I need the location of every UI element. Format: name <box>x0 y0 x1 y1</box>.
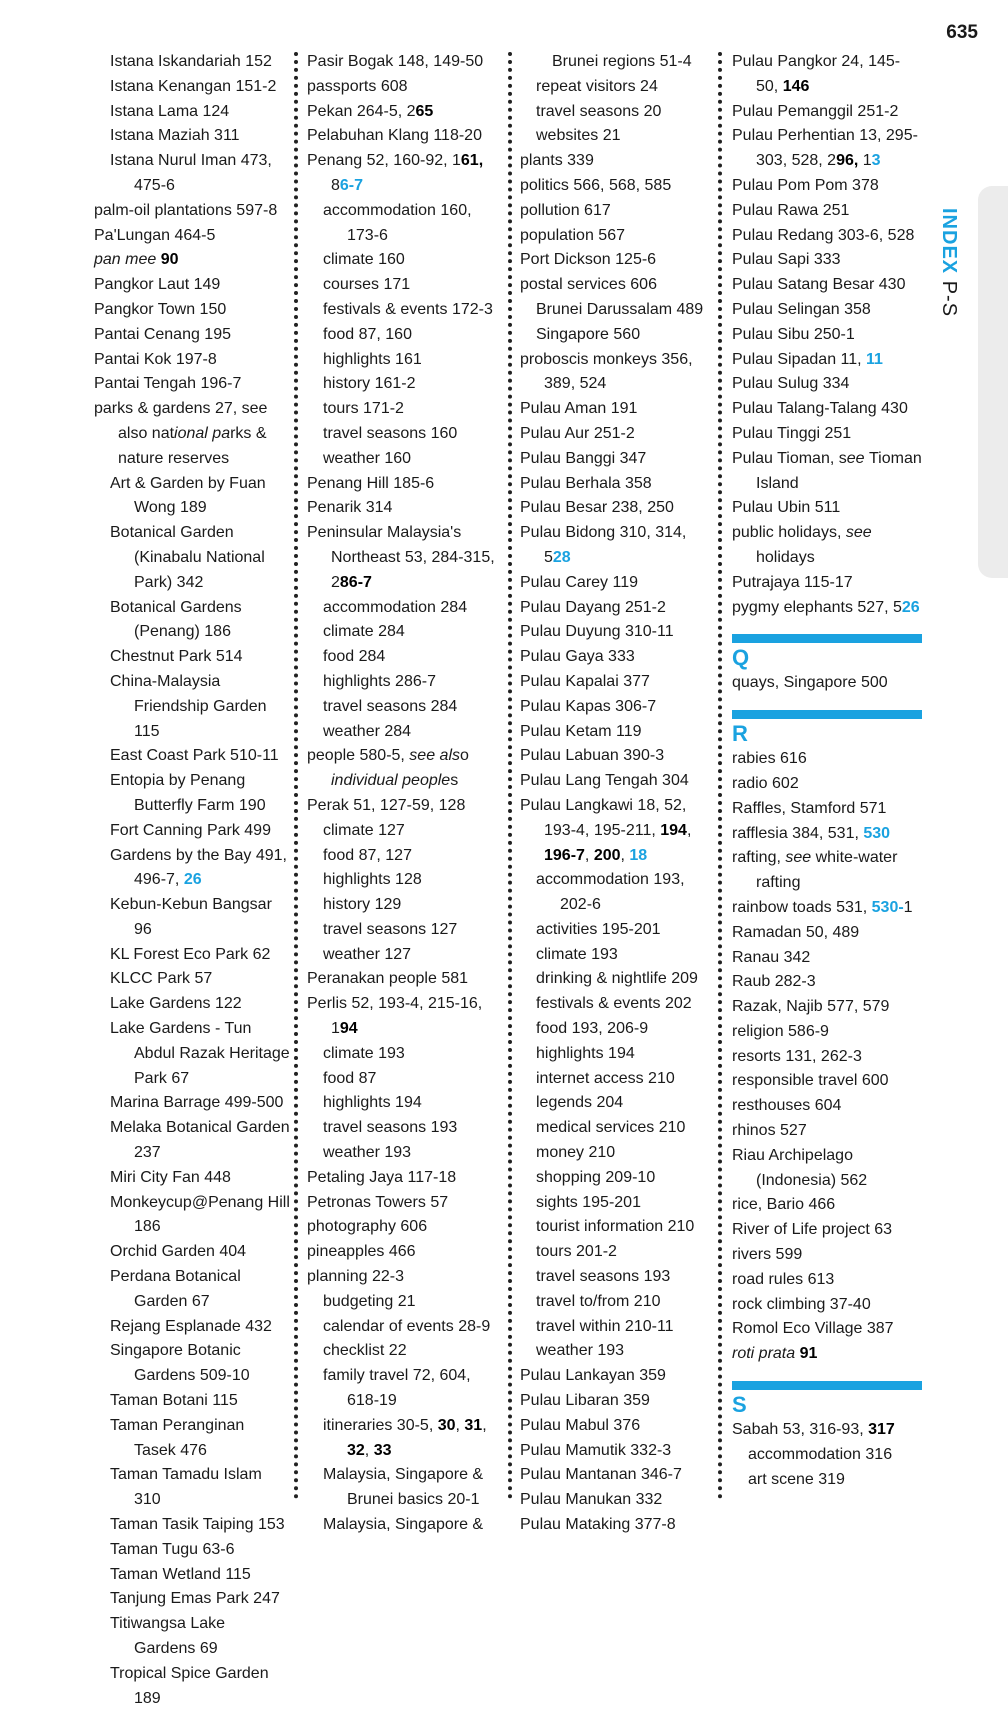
index-entry: Ranau 342 <box>732 948 811 966</box>
index-subentry: Istana Lama 124 <box>110 102 230 120</box>
index-subentry: travel seasons 193 <box>536 1268 671 1286</box>
index-entry: politics 566, 568, 585 <box>520 176 672 194</box>
index-subentry: travel seasons 284 <box>323 697 458 715</box>
index-subentry: travel seasons 127 <box>323 920 458 938</box>
index-subentry: highlights 286-7 <box>323 672 436 690</box>
index-entry: Pulau Bidong 310, 314, 528 <box>520 524 687 566</box>
index-entry: planning 22-3 <box>307 1268 404 1286</box>
index-subentry: Orchid Garden 404 <box>110 1243 247 1261</box>
index-subentry: Lake Gardens - Tun Abdul Razak Heritage Park 67 <box>110 1020 290 1087</box>
index-column-2 <box>307 50 507 1538</box>
index-subentry: Botanical Garden (Kinabalu National Park) 342 <box>110 524 265 591</box>
index-entry: Pulau Manukan 332 <box>520 1491 663 1509</box>
index-subentry: sights 195-201 <box>536 1193 641 1211</box>
index-entry: Penang Hill 185-6 <box>307 474 435 492</box>
index-subentry: medical services 210 <box>536 1119 686 1137</box>
index-group-r <box>732 747 922 1367</box>
index-subentry: accommodation 284 <box>323 598 468 616</box>
index-entry: rice, Bario 466 <box>732 1196 836 1214</box>
index-side-tab <box>978 186 1008 578</box>
index-entry: Pasir Bogak 148, 149-50 <box>307 53 484 70</box>
index-subentry: Gardens by the Bay 491, 496-7, 26 <box>110 846 287 889</box>
index-entry: rafflesia 384, 531, 530 <box>732 824 891 842</box>
index-entry: pan mee 90 <box>94 251 179 269</box>
index-entry: Pulau Langkawi 18, 52, 193-4, 195-211, 194, 196-7, 200, 18 <box>520 796 692 864</box>
index-entry: radio 602 <box>732 774 799 792</box>
index-subentry: Malaysia, Singapore & Brunei basics 20-1 <box>323 1466 484 1509</box>
index-subentry: climate 160 <box>323 251 405 269</box>
index-subentry: Marina Barrage 499-500 <box>110 1094 284 1112</box>
index-subentry: Brunei Darussalam 489 <box>536 300 704 318</box>
index-subentry: travel to/from 210 <box>536 1292 661 1310</box>
index-subentry: Miri City Fan 448 <box>110 1168 231 1186</box>
index-subentry: Singapore Botanic Gardens 509-10 <box>110 1342 250 1385</box>
index-entry: Pulau Selingan 358 <box>732 300 871 318</box>
index-subentry: highlights 161 <box>323 350 422 368</box>
index-subentry: food 284 <box>323 648 386 666</box>
index-subentry: travel within 210-11 <box>536 1317 674 1335</box>
index-subentry: Taman Peranginan Tasek 476 <box>110 1416 245 1459</box>
index-subentry: food 87, 160 <box>323 325 412 343</box>
index-subentry: Art & Garden by Fuan Wong 189 <box>110 474 266 517</box>
index-subentry: art scene 319 <box>748 1470 845 1488</box>
index-subentry: Entopia by Penang Butterfly Farm 190 <box>110 772 266 814</box>
index-subentry: climate 284 <box>323 623 405 641</box>
page-number: 635 <box>946 22 978 43</box>
index-entry: Perlis 52, 193-4, 215-16, 194 <box>307 995 483 1038</box>
index-entry: Pulau Tioman, see Tioman Island <box>732 449 922 492</box>
index-subentry: food 87, 127 <box>323 846 412 864</box>
index-subentry: Taman Tasik Taiping 153 <box>110 1516 285 1534</box>
column-separator <box>718 52 722 1500</box>
index-entry: resthouses 604 <box>732 1097 842 1115</box>
index-entry: pineapples 466 <box>307 1243 416 1261</box>
index-entry: Pekan 264-5, 265 <box>307 102 434 120</box>
index-entry: rabies 616 <box>732 750 807 768</box>
column-separator <box>294 52 298 1500</box>
index-entry: Peranakan people 581 <box>307 970 469 988</box>
index-entry: Pulau Pom Pom 378 <box>732 176 879 194</box>
index-entry: resorts 131, 262-3 <box>732 1047 862 1065</box>
index-subentry: highlights 194 <box>323 1094 422 1112</box>
letter-heading-q: Q <box>732 634 922 671</box>
index-entry: rafting, see white-water rafting <box>732 849 898 892</box>
index-subentry: climate 193 <box>536 945 618 963</box>
index-subentry: climate 127 <box>323 821 405 839</box>
index-subentry: websites 21 <box>536 127 621 145</box>
index-subentry: Tanjung Emas Park 247 <box>110 1590 280 1608</box>
index-entry: Port Dickson 125-6 <box>520 251 657 269</box>
letter-heading-r: R <box>732 710 922 747</box>
index-subentry: internet access 210 <box>536 1069 675 1087</box>
index-entry: Pulau Sipadan 11, 11 <box>732 350 883 368</box>
index-entry: Pulau Talang-Talang 430 <box>732 400 908 418</box>
index-subentry: China-Malaysia Friendship Garden 115 <box>110 672 267 740</box>
index-subentry: travel seasons 193 <box>323 1119 458 1137</box>
index-subentry: Kebun-Kebun Bangsar 96 <box>110 896 272 938</box>
index-entry: Raffles, Stamford 571 <box>732 799 887 817</box>
index-entry: Pulau Ketam 119 <box>520 722 642 740</box>
index-entry: Pulau Carey 119 <box>520 573 638 591</box>
index-column-4 <box>732 50 922 1492</box>
index-entry: Razak, Najib 577, 579 <box>732 998 890 1016</box>
index-entry: Raub 282-3 <box>732 973 816 991</box>
index-entry: rainbow toads 531, 530-1 <box>732 898 913 916</box>
index-subentry: climate 193 <box>323 1044 405 1062</box>
index-subentry: history 129 <box>323 896 402 914</box>
index-entry: Pa'Lungan 464-5 <box>94 226 216 244</box>
index-subentry: Istana Nurul Iman 473, 475-6 <box>110 152 272 194</box>
index-entry: pygmy elephants 527, 526 <box>732 598 920 616</box>
index-subentry: history 161-2 <box>323 375 416 393</box>
index-entry: Riau Archipelago (Indonesia) 562 <box>732 1146 868 1189</box>
index-subentry: itineraries 30-5, 30, 31, 32, 33 <box>323 1416 487 1459</box>
index-entry: Petaling Jaya 117-18 <box>307 1168 457 1186</box>
index-subentry: drinking & nightlife 209 <box>536 970 698 988</box>
index-entry: Pulau Pangkor 24, 145-50, 146 <box>732 53 901 95</box>
index-entry: proboscis monkeys 356, 389, 524 <box>520 350 693 393</box>
index-entry: Pulau Perhentian 13, 295-303, 528, 296, 13 <box>732 127 918 170</box>
index-subentry: Titiwangsa Lake Gardens 69 <box>110 1615 226 1657</box>
index-subentry: Singapore 560 <box>536 325 641 343</box>
index-subentry: weather 127 <box>323 945 412 963</box>
index-group-s <box>732 1418 922 1492</box>
index-entry: Sabah 53, 316-93, 317 <box>732 1421 895 1439</box>
index-entry: Pulau Kapalai 377 <box>520 672 650 690</box>
index-entry: Pulau Duyung 310-11 <box>520 623 674 641</box>
index-subentry: travel seasons 20 <box>536 102 662 120</box>
index-subentry: accommodation 193, 202-6 <box>536 871 685 914</box>
index-entry: Pulau Aman 191 <box>520 400 638 418</box>
index-label-word: INDEX <box>938 208 960 275</box>
index-entry: Pangkor Laut 149 <box>94 276 221 294</box>
index-section-label <box>937 208 960 317</box>
index-entry: Brunei regions 51-4 <box>552 53 692 70</box>
index-entry: Pulau Lang Tengah 304 <box>520 772 689 790</box>
index-entry: Pulau Mabul 376 <box>520 1416 641 1434</box>
index-subentry: East Coast Park 510-11 <box>110 747 279 765</box>
index-entry: Romol Eco Village 387 <box>732 1320 894 1338</box>
index-entry: Pulau Banggi 347 <box>520 449 647 467</box>
index-entry: Pantai Cenang 195 <box>94 325 231 343</box>
index-subentry: KLCC Park 57 <box>110 970 213 988</box>
index-subentry: Chestnut Park 514 <box>110 648 243 666</box>
index-subentry: tourist information 210 <box>536 1218 695 1236</box>
index-subentry: repeat visitors 24 <box>536 77 658 95</box>
index-entry: Peninsular Malaysia's Northeast 53, 284-315, 286-7 <box>307 524 495 591</box>
index-subentry: weather 284 <box>323 722 412 740</box>
index-entry: postal services 606 <box>520 276 657 294</box>
index-subentry: Perdana Botanical Garden 67 <box>110 1268 241 1310</box>
index-subentry: Botanical Gardens (Penang) 186 <box>110 598 242 641</box>
index-group-q <box>732 671 922 696</box>
index-subentry: KL Forest Eco Park 62 <box>110 945 271 963</box>
index-entry: roti prata 91 <box>732 1345 818 1363</box>
index-entry: Pulau Sulug 334 <box>732 375 850 393</box>
index-subentry: highlights 194 <box>536 1044 635 1062</box>
index-subentry: shopping 209-10 <box>536 1168 656 1186</box>
index-subentry: travel seasons 160 <box>323 424 458 442</box>
index-entry: palm-oil plantations 597-8 <box>94 201 278 219</box>
index-subentry: Monkeycup@Penang Hill 186 <box>110 1193 290 1236</box>
index-entry: Pulau Sapi 333 <box>732 251 841 269</box>
index-entry: Pantai Tengah 196-7 <box>94 375 242 393</box>
index-subentry: courses 171 <box>323 276 411 294</box>
index-subentry: accommodation 160, 173-6 <box>323 201 472 244</box>
index-entry: Putrajaya 115-17 <box>732 573 853 591</box>
index-group-p <box>732 50 922 620</box>
index-subentry: Taman Tamadu Islam 310 <box>110 1466 262 1509</box>
index-entry: Pulau Mataking 377-8 <box>520 1516 676 1534</box>
index-entry: quays, Singapore 500 <box>732 674 888 692</box>
index-subentry: Malaysia, Singapore & <box>323 1516 484 1534</box>
index-entry: Pulau Dayang 251-2 <box>520 598 666 616</box>
index-entry: Pulau Kapas 306-7 <box>520 697 657 715</box>
column-separator <box>508 52 512 1500</box>
index-subentry: activities 195-201 <box>536 920 661 938</box>
index-subentry: budgeting 21 <box>323 1292 416 1310</box>
index-entry: Pulau Ubin 511 <box>732 499 841 517</box>
index-subentry: Taman Wetland 115 <box>110 1565 251 1583</box>
index-entry: rhinos 527 <box>732 1122 807 1140</box>
index-entry: Penang 52, 160-92, 161, 86-7 <box>307 152 484 194</box>
index-entry: Pulau Tinggi 251 <box>732 424 852 442</box>
index-entry: Pulau Satang Besar 430 <box>732 276 906 294</box>
letter-heading-s: S <box>732 1381 922 1418</box>
index-entry: public holidays, see holidays <box>732 524 872 566</box>
index-subentry: Melaka Botanical Garden 237 <box>110 1119 290 1162</box>
index-entry: Pulau Labuan 390-3 <box>520 747 665 765</box>
index-entry: rock climbing 37-40 <box>732 1295 871 1313</box>
index-entry: Pulau Pemanggil 251-2 <box>732 102 899 120</box>
index-subentry: Tropical Spice Garden 189 <box>110 1664 269 1707</box>
index-entry: Pulau Redang 303-6, 528 <box>732 226 915 244</box>
index-subentry: tours 171-2 <box>323 400 404 418</box>
index-subentry: Taman Tugu 63-6 <box>110 1540 235 1558</box>
index-entry: people 580-5, see also individual peoples <box>307 747 469 790</box>
index-subentry: accommodation 316 <box>748 1445 893 1463</box>
index-subentry: Taman Botani 115 <box>110 1392 238 1410</box>
index-entry: Pantai Kok 197-8 <box>94 350 217 368</box>
index-subentry: weather 160 <box>323 449 412 467</box>
index-entry: River of Life project 63 <box>732 1221 893 1239</box>
index-subentry: festivals & events 172-3 <box>323 300 493 318</box>
index-subentry: Istana Kenangan 151-2 <box>110 77 277 95</box>
index-subentry: Lake Gardens 122 <box>110 995 242 1013</box>
index-subentry: weather 193 <box>536 1342 625 1360</box>
index-entry: Pulau Mamutik 332-3 <box>520 1441 672 1459</box>
index-subentry: highlights 128 <box>323 871 422 889</box>
index-entry: Pulau Berhala 358 <box>520 474 652 492</box>
index-subentry: weather 193 <box>323 1144 412 1162</box>
index-entry: Ramadan 50, 489 <box>732 923 860 941</box>
index-entry: Pulau Aur 251-2 <box>520 424 635 442</box>
index-entry: passports 608 <box>307 77 408 95</box>
index-subentry: family travel 72, 604, 618-19 <box>323 1367 471 1410</box>
index-subentry: tours 201-2 <box>536 1243 617 1261</box>
index-entry: parks & gardens 27, see also national parks & nature reserves <box>94 400 268 467</box>
index-entry: population 567 <box>520 226 625 244</box>
index-entry: religion 586-9 <box>732 1022 829 1040</box>
index-entry: Pulau Besar 238, 250 <box>520 499 674 517</box>
index-subentry: festivals & events 202 <box>536 995 692 1013</box>
index-entry: Penarik 314 <box>307 499 393 517</box>
index-entry: Pangkor Town 150 <box>94 300 227 318</box>
index-entry: Pulau Libaran 359 <box>520 1392 650 1410</box>
index-entry: pollution 617 <box>520 201 611 219</box>
index-entry: responsible travel 600 <box>732 1072 889 1090</box>
index-entry: photography 606 <box>307 1218 428 1236</box>
index-subentry: money 210 <box>536 1144 616 1162</box>
index-label-range: P-S <box>938 280 960 318</box>
index-subentry: food 87 <box>323 1069 377 1087</box>
index-subentry: Istana Maziah 311 <box>110 127 240 145</box>
index-entry: Petronas Towers 57 <box>307 1193 449 1211</box>
index-entry: Pulau Lankayan 359 <box>520 1367 666 1385</box>
index-subentry: Fort Canning Park 499 <box>110 821 271 839</box>
index-entry: Perak 51, 127-59, 128 <box>307 796 466 814</box>
index-entry: Pulau Mantanan 346-7 <box>520 1466 682 1484</box>
index-subentry: Istana Iskandariah 152 <box>110 53 272 70</box>
index-subentry: legends 204 <box>536 1094 624 1112</box>
index-column-3 <box>520 50 714 1538</box>
index-subentry: calendar of events 28-9 <box>323 1317 491 1335</box>
index-entry: road rules 613 <box>732 1270 835 1288</box>
index-subentry: food 193, 206-9 <box>536 1020 649 1038</box>
index-entry: rivers 599 <box>732 1246 803 1264</box>
index-entry: Pulau Gaya 333 <box>520 648 635 666</box>
index-column-1 <box>94 50 290 1711</box>
index-subentry: Rejang Esplanade 432 <box>110 1317 272 1335</box>
index-entry: plants 339 <box>520 152 594 170</box>
index-entry: Pulau Rawa 251 <box>732 201 850 219</box>
index-entry: Pelabuhan Klang 118-20 <box>307 127 482 145</box>
index-entry: Pulau Sibu 250-1 <box>732 325 855 343</box>
index-subentry: checklist 22 <box>323 1342 407 1360</box>
